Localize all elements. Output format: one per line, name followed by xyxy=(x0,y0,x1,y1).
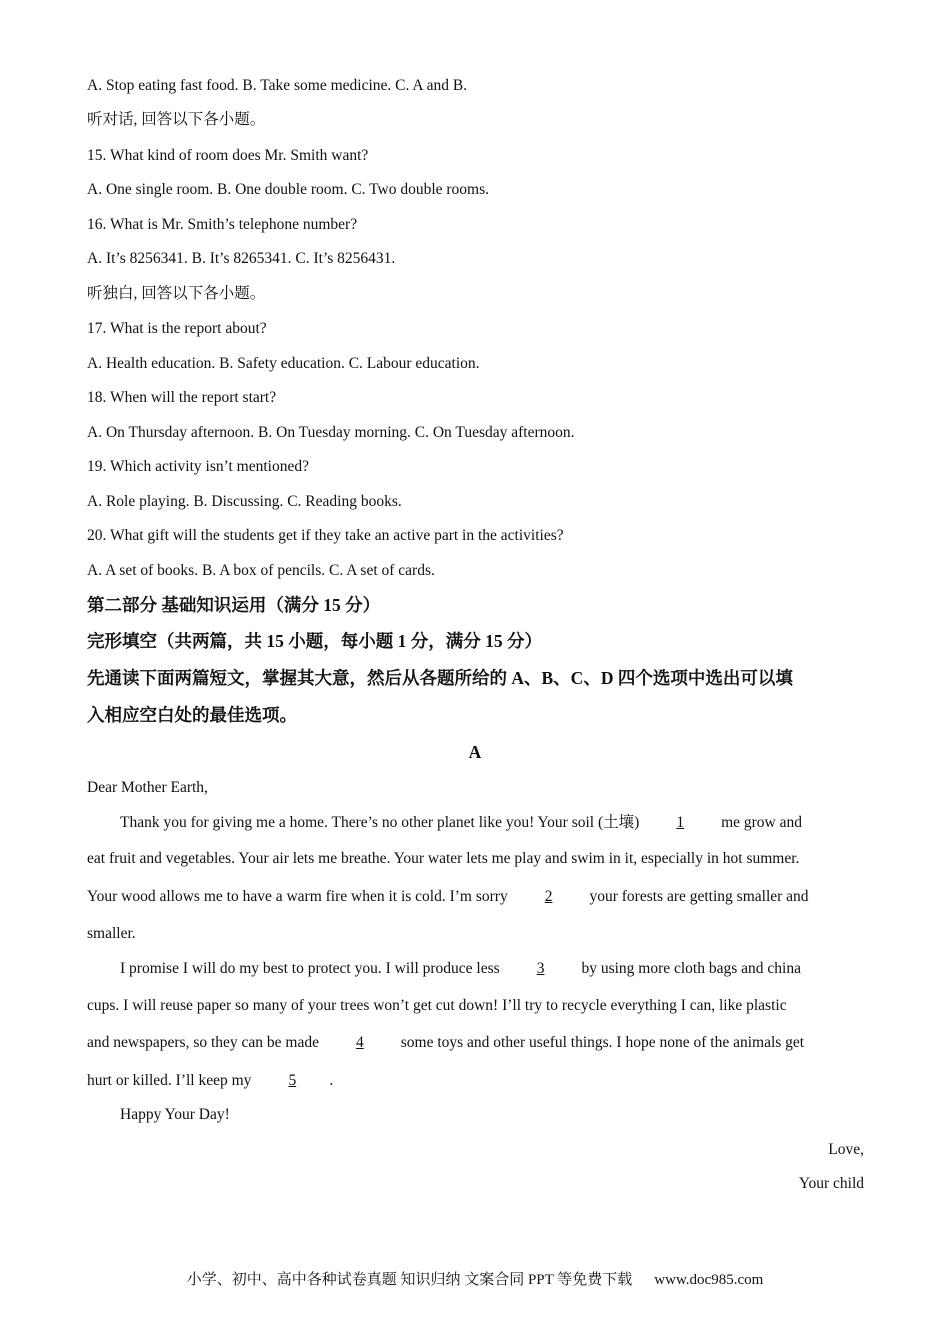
section-heading-cloze: 完形填空（共两篇，共 15 小题，每小题 1 分，满分 15 分） xyxy=(87,631,542,651)
text-run: hurt or killed. I’ll keep my xyxy=(87,1072,256,1089)
text-run: your forests are getting smaller and xyxy=(585,888,809,905)
footer-text: 小学、初中、高中各种试卷真题 知识归纳 文案合同 PPT 等免费下载 xyxy=(186,1272,633,1288)
section-heading-part2: 第二部分 基础知识运用（满分 15 分） xyxy=(87,595,381,615)
letter-closing: Happy Your Day! xyxy=(120,1106,230,1123)
footer-url[interactable]: www.doc985.com xyxy=(654,1272,764,1288)
question-18: 18. When will the report start? xyxy=(87,389,277,406)
question-16: 16. What is Mr. Smith’s telephone number? xyxy=(87,216,358,233)
letter-signature: Your child xyxy=(798,1175,864,1192)
letter-greeting: Dear Mother Earth, xyxy=(87,779,208,796)
paragraph-line: cups. I will reuse paper so many of your trees won’t get cut down! I’ll try to recycle everything I can, like plastic xyxy=(87,997,787,1014)
text-run: Thank you for giving me a home. There’s no other planet like you! Your soil (土壤) xyxy=(120,814,644,831)
option-line-15: A. One single room. B. One double room. C. Two double rooms. xyxy=(87,181,490,198)
question-20: 20. What gift will the students get if they take an active part in the activities? xyxy=(87,527,564,544)
paragraph-line xyxy=(87,1071,333,1091)
option-line-19: A. Role playing. B. Discussing. C. Reading books. xyxy=(87,493,402,510)
question-19: 19. Which activity isn’t mentioned? xyxy=(87,458,309,475)
question-17: 17. What is the report about? xyxy=(87,320,267,337)
blank-3: 3 xyxy=(536,960,545,977)
blank-1: 1 xyxy=(676,814,685,831)
option-line-18: A. On Thursday afternoon. B. On Tuesday morning. C. On Tuesday afternoon. xyxy=(87,424,575,441)
text-run: some toys and other useful things. I hope none of the animals get xyxy=(396,1034,805,1051)
section-instruction-1: 先通读下面两篇短文，掌握其大意，然后从各题所给的 A、B、C、D 四个选项中选出可以填 xyxy=(87,668,793,688)
option-line-17: A. Health education. B. Safety education. C. Labour education. xyxy=(87,355,480,372)
blank-4: 4 xyxy=(356,1034,364,1051)
paragraph-line xyxy=(120,959,801,979)
blank-5: 5 xyxy=(288,1072,297,1089)
paragraph-line xyxy=(87,1033,804,1053)
letter-signoff: Love, xyxy=(828,1141,864,1158)
paragraph-line xyxy=(87,887,809,907)
page-footer xyxy=(0,1270,950,1290)
text-run: I promise I will do my best to protect you. I will produce less xyxy=(120,960,504,977)
instruction-monologue: 听独白, 回答以下各小题。 xyxy=(87,285,266,302)
text-run: and newspapers, so they can be made xyxy=(87,1034,323,1051)
text-run: by using more cloth bags and china xyxy=(577,960,801,977)
option-line-16: A. It’s 8256341. B. It’s 8265341. C. It’s 8256431. xyxy=(87,250,396,267)
passage-heading: A xyxy=(468,742,482,762)
instruction-dialogue: 听对话, 回答以下各小题。 xyxy=(87,111,266,128)
question-15: 15. What kind of room does Mr. Smith want? xyxy=(87,147,369,164)
option-line-20: A. A set of books. B. A box of pencils. C. A set of cards. xyxy=(87,562,435,579)
paragraph-line xyxy=(120,813,802,833)
option-line-14: A. Stop eating fast food. B. Take some medicine. C. A and B. xyxy=(87,77,468,94)
section-instruction-2: 入相应空白处的最佳选项。 xyxy=(87,705,297,725)
text-run: Your wood allows me to have a warm fire when it is cold. I’m sorry xyxy=(87,888,512,905)
text-run: me grow and xyxy=(717,814,802,831)
text-run: . xyxy=(329,1072,334,1089)
paragraph-line: smaller. xyxy=(87,925,136,942)
blank-2: 2 xyxy=(544,888,553,905)
paragraph-line: eat fruit and vegetables. Your air lets me breathe. Your water lets me play and swim in it, especially in hot summer. xyxy=(87,850,800,867)
